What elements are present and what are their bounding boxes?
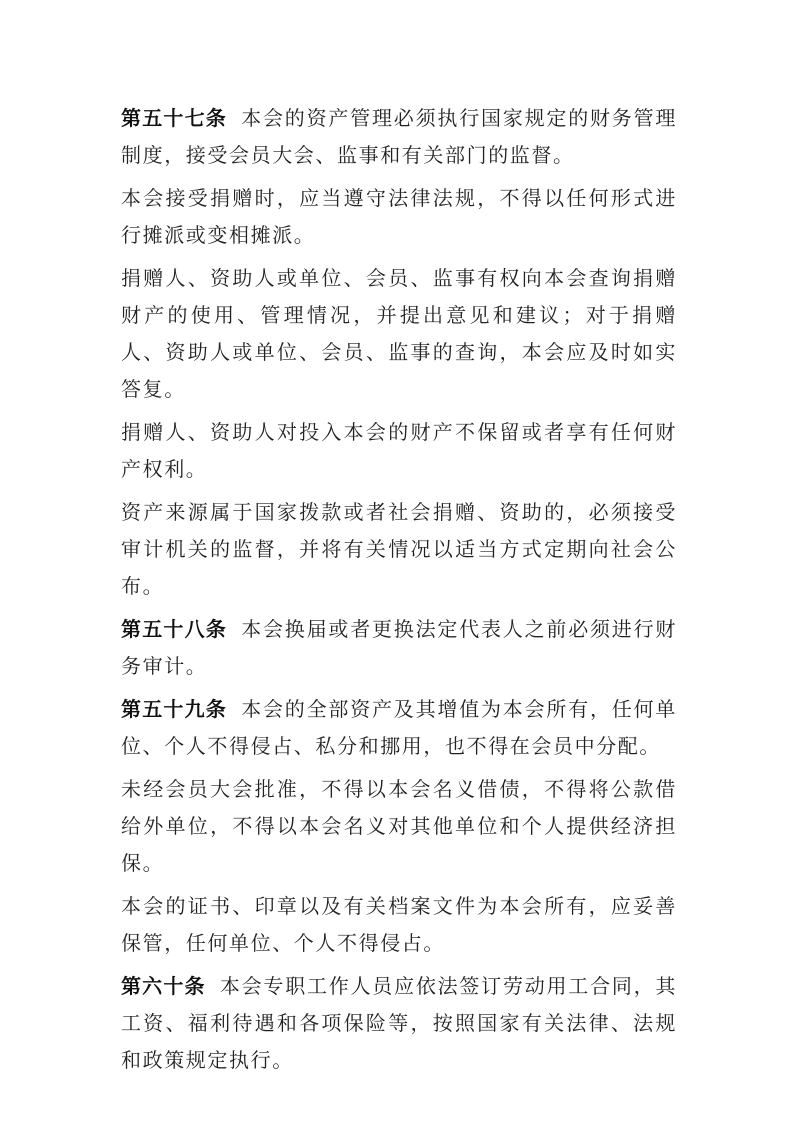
paragraph-donation-rules — [121, 180, 677, 254]
paragraph-text: 本会专职工作人员应依法签订劳动用工合同，其工资、福利待遇和各项保险等，按照国家有关法律、法规和政策规定执行。 — [121, 974, 677, 1072]
article-number: 第五十八条 — [121, 617, 227, 641]
article-number: 第六十条 — [121, 974, 206, 998]
article-59-paragraph — [121, 691, 677, 765]
paragraph-text: 未经会员大会批准，不得以本会名义借债，不得将公款借给外单位，不得以本会名义对其他单位和个人提供经济担保。 — [121, 777, 677, 875]
paragraph-archives — [121, 888, 677, 962]
article-57-paragraph — [121, 100, 677, 174]
article-60-paragraph — [121, 968, 677, 1079]
paragraph-text: 本会的全部资产及其增值为本会所有，任何单位、个人不得侵占、私分和挪用，也不得在会员中分配。 — [121, 697, 677, 758]
paragraph-borrowing-rules — [121, 771, 677, 882]
paragraph-text: 本会换届或者更换法定代表人之前必须进行财务审计。 — [121, 617, 677, 678]
article-number: 第五十九条 — [121, 697, 227, 721]
paragraph-text: 本会的资产管理必须执行国家规定的财务管理制度，接受会员大会、监事和有关部门的监督。 — [121, 106, 677, 167]
document-body — [121, 100, 677, 1085]
article-number: 第五十七条 — [121, 106, 227, 130]
paragraph-text: 本会接受捐赠时，应当遵守法律法规，不得以任何形式进行摊派或变相摊派。 — [121, 186, 677, 247]
paragraph-text: 捐赠人、资助人对投入本会的财产不保留或者享有任何财产权利。 — [121, 420, 677, 481]
paragraph-text: 资产来源属于国家拨款或者社会捐赠、资助的，必须接受审计机关的监督，并将有关情况以适当方式定期向社会公布。 — [121, 500, 677, 598]
paragraph-donor-inquiry — [121, 260, 677, 408]
paragraph-text: 捐赠人、资助人或单位、会员、监事有权向本会查询捐赠财产的使用、管理情况，并提出意见和建议；对于捐赠人、资助人或单位、会员、监事的查询，本会应及时如实答复。 — [121, 266, 677, 401]
paragraph-text: 本会的证书、印章以及有关档案文件为本会所有，应妥善保管，任何单位、个人不得侵占。 — [121, 894, 677, 955]
paragraph-donor-rights — [121, 414, 677, 488]
article-58-paragraph — [121, 611, 677, 685]
paragraph-audit-disclosure — [121, 494, 677, 605]
